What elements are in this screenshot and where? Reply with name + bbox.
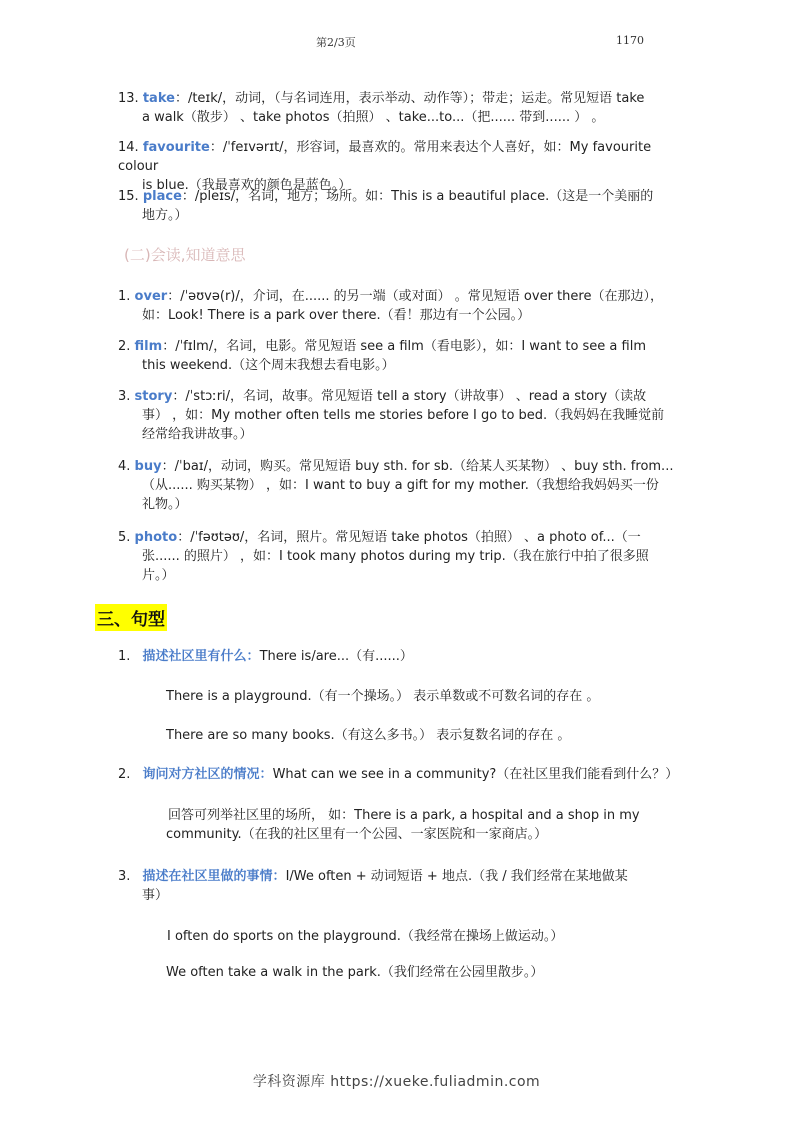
keyword: over: [134, 289, 168, 304]
pattern-text: I/We often + 动词短语 + 地点.（我 / 我们经常在某地做某: [285, 869, 628, 884]
item-text: /ˈfəʊtəʊ/，名词，照片。常见短语 take photos（拍照） 、a photo of...（一: [190, 530, 641, 545]
keyword: take: [142, 91, 175, 106]
item-text: /ˈəʊvə(r)/，介词，在...... 的另一端（或对面） 。常见短语 over there（在那边），: [180, 289, 663, 304]
separator: ：: [162, 339, 176, 354]
item-number: 5.: [118, 530, 131, 545]
page-footer: 学科资源库 https://xueke.fuliadmin.com: [252, 1074, 541, 1090]
pattern-label: 描述在社区里做的事情：: [142, 869, 286, 884]
example-sentence: There is a playground.（有一个操场。） 表示单数或不可数名词的存在 。: [166, 689, 600, 704]
keyword: favourite: [142, 140, 210, 155]
subsection-title: (二)会读,知道意思: [124, 246, 246, 264]
pattern-text-continued: 事）: [142, 888, 169, 903]
item-text-continued: 事） ，如：My mother often tells me stories before I go to bed.（我妈妈在我睡觉前: [142, 408, 665, 423]
keyword: film: [134, 339, 163, 354]
separator: ：: [172, 389, 186, 404]
item-text: /ˈbaɪ/，动词，购买。常见短语 buy sth. for sb.（给某人买某物） 、buy sth. from...: [174, 459, 674, 474]
example-sentence: We often take a walk in the park.（我们经常在公园里散步。）: [166, 965, 544, 980]
vocab-item-buy: [118, 457, 690, 514]
item-number: 14.: [118, 140, 139, 155]
item-text-continued: 礼物。）: [142, 497, 188, 512]
section-title: 三、句型: [95, 604, 167, 631]
item-text: /ˈfeɪvərɪt/，形容词，最喜欢的。常用来表达个人喜好，如：My favourite colour: [118, 140, 652, 174]
separator: ：: [209, 140, 223, 155]
item-number: 1.: [118, 649, 131, 664]
vocab-item-story: [118, 387, 690, 444]
item-number: 2.: [118, 767, 131, 782]
item-text: /ˈstɔːri/，名词，故事。常见短语 tell a story（讲故事） 、read a story（读故: [185, 389, 647, 404]
pattern-text: What can we see in a community?（在社区里我们能看到什么？）: [272, 767, 679, 782]
separator: ：: [181, 189, 195, 204]
keyword: photo: [134, 530, 178, 545]
item-text-continued: 如：Look! There is a park over there.（看！那边有一个公园。）: [142, 308, 531, 323]
separator: ：: [174, 91, 188, 106]
item-number: 4.: [118, 459, 131, 474]
keyword: buy: [134, 459, 162, 474]
vocab-item-place: [118, 187, 690, 225]
item-text: /pleɪs/，名词，地方；场所。如：This is a beautiful place.（这是一个美丽的: [194, 189, 654, 204]
item-text-continued: 片。）: [142, 568, 175, 583]
vocab-item-over: [118, 287, 690, 325]
keyword: story: [134, 389, 173, 404]
item-number: 15.: [118, 189, 139, 204]
pattern-item-2: [118, 765, 690, 784]
example-sentence: I often do sports on the playground.（我经常在操场上做运动。）: [167, 929, 564, 944]
item-number: 2.: [118, 339, 131, 354]
item-text-continued: 地方。）: [142, 208, 188, 223]
item-number: 1.: [118, 289, 131, 304]
item-text-continued: is blue.（我最喜欢的颜色是蓝色。）: [142, 178, 352, 193]
item-text-continued: a walk（散步） 、take photos（拍照） 、take...to...（把...... 带到...... ） 。: [142, 110, 605, 125]
item-number: 3.: [118, 869, 131, 884]
separator: ：: [177, 530, 191, 545]
item-text-continued: 经常给我讲故事。）: [142, 427, 253, 442]
pattern-item-3: [118, 867, 690, 905]
item-text: /ˈfɪlm/，名词，电影。常见短语 see a film（看电影），如：I want to see a film: [175, 339, 646, 354]
vocab-item-take: [118, 89, 690, 127]
item-text-continued: 张...... 的照片） ，如：I took many photos during my trip.（我在旅行中拍了很多照: [142, 549, 649, 564]
page-indicator: 第2/3页: [316, 36, 356, 49]
item-text-continued: this weekend.（这个周末我想去看电影。）: [142, 358, 395, 373]
item-number: 3.: [118, 389, 131, 404]
pattern-item-1: [118, 647, 690, 666]
pattern-text: There is/are...（有......）: [259, 649, 413, 664]
item-text-continued: （从...... 购买某物） ，如：I want to buy a gift for my mother.（我想给我妈妈买一份: [142, 478, 659, 493]
pattern-label: 描述社区里有什么：: [142, 649, 260, 664]
separator: ：: [167, 289, 181, 304]
example-sentence: community.（在我的社区里有一个公园、一家医院和一家商店。）: [166, 827, 548, 842]
example-sentence: 回答可列举社区里的场所， 如：There is a park, a hospital and a shop in my: [168, 808, 640, 823]
example-sentence: There are so many books.（有这么多书。） 表示复数名词的存在 。: [166, 728, 571, 743]
keyword: place: [142, 189, 182, 204]
separator: ：: [161, 459, 175, 474]
item-text: /teɪk/，动词，（与名词连用，表示举动、动作等）；带走；运走。常见短语 take: [187, 91, 645, 106]
vocab-item-film: [118, 337, 690, 375]
pattern-label: 询问对方社区的情况：: [142, 767, 273, 782]
vocab-item-photo: [118, 528, 690, 585]
item-number: 13.: [118, 91, 139, 106]
document-number: 1170: [616, 34, 644, 47]
